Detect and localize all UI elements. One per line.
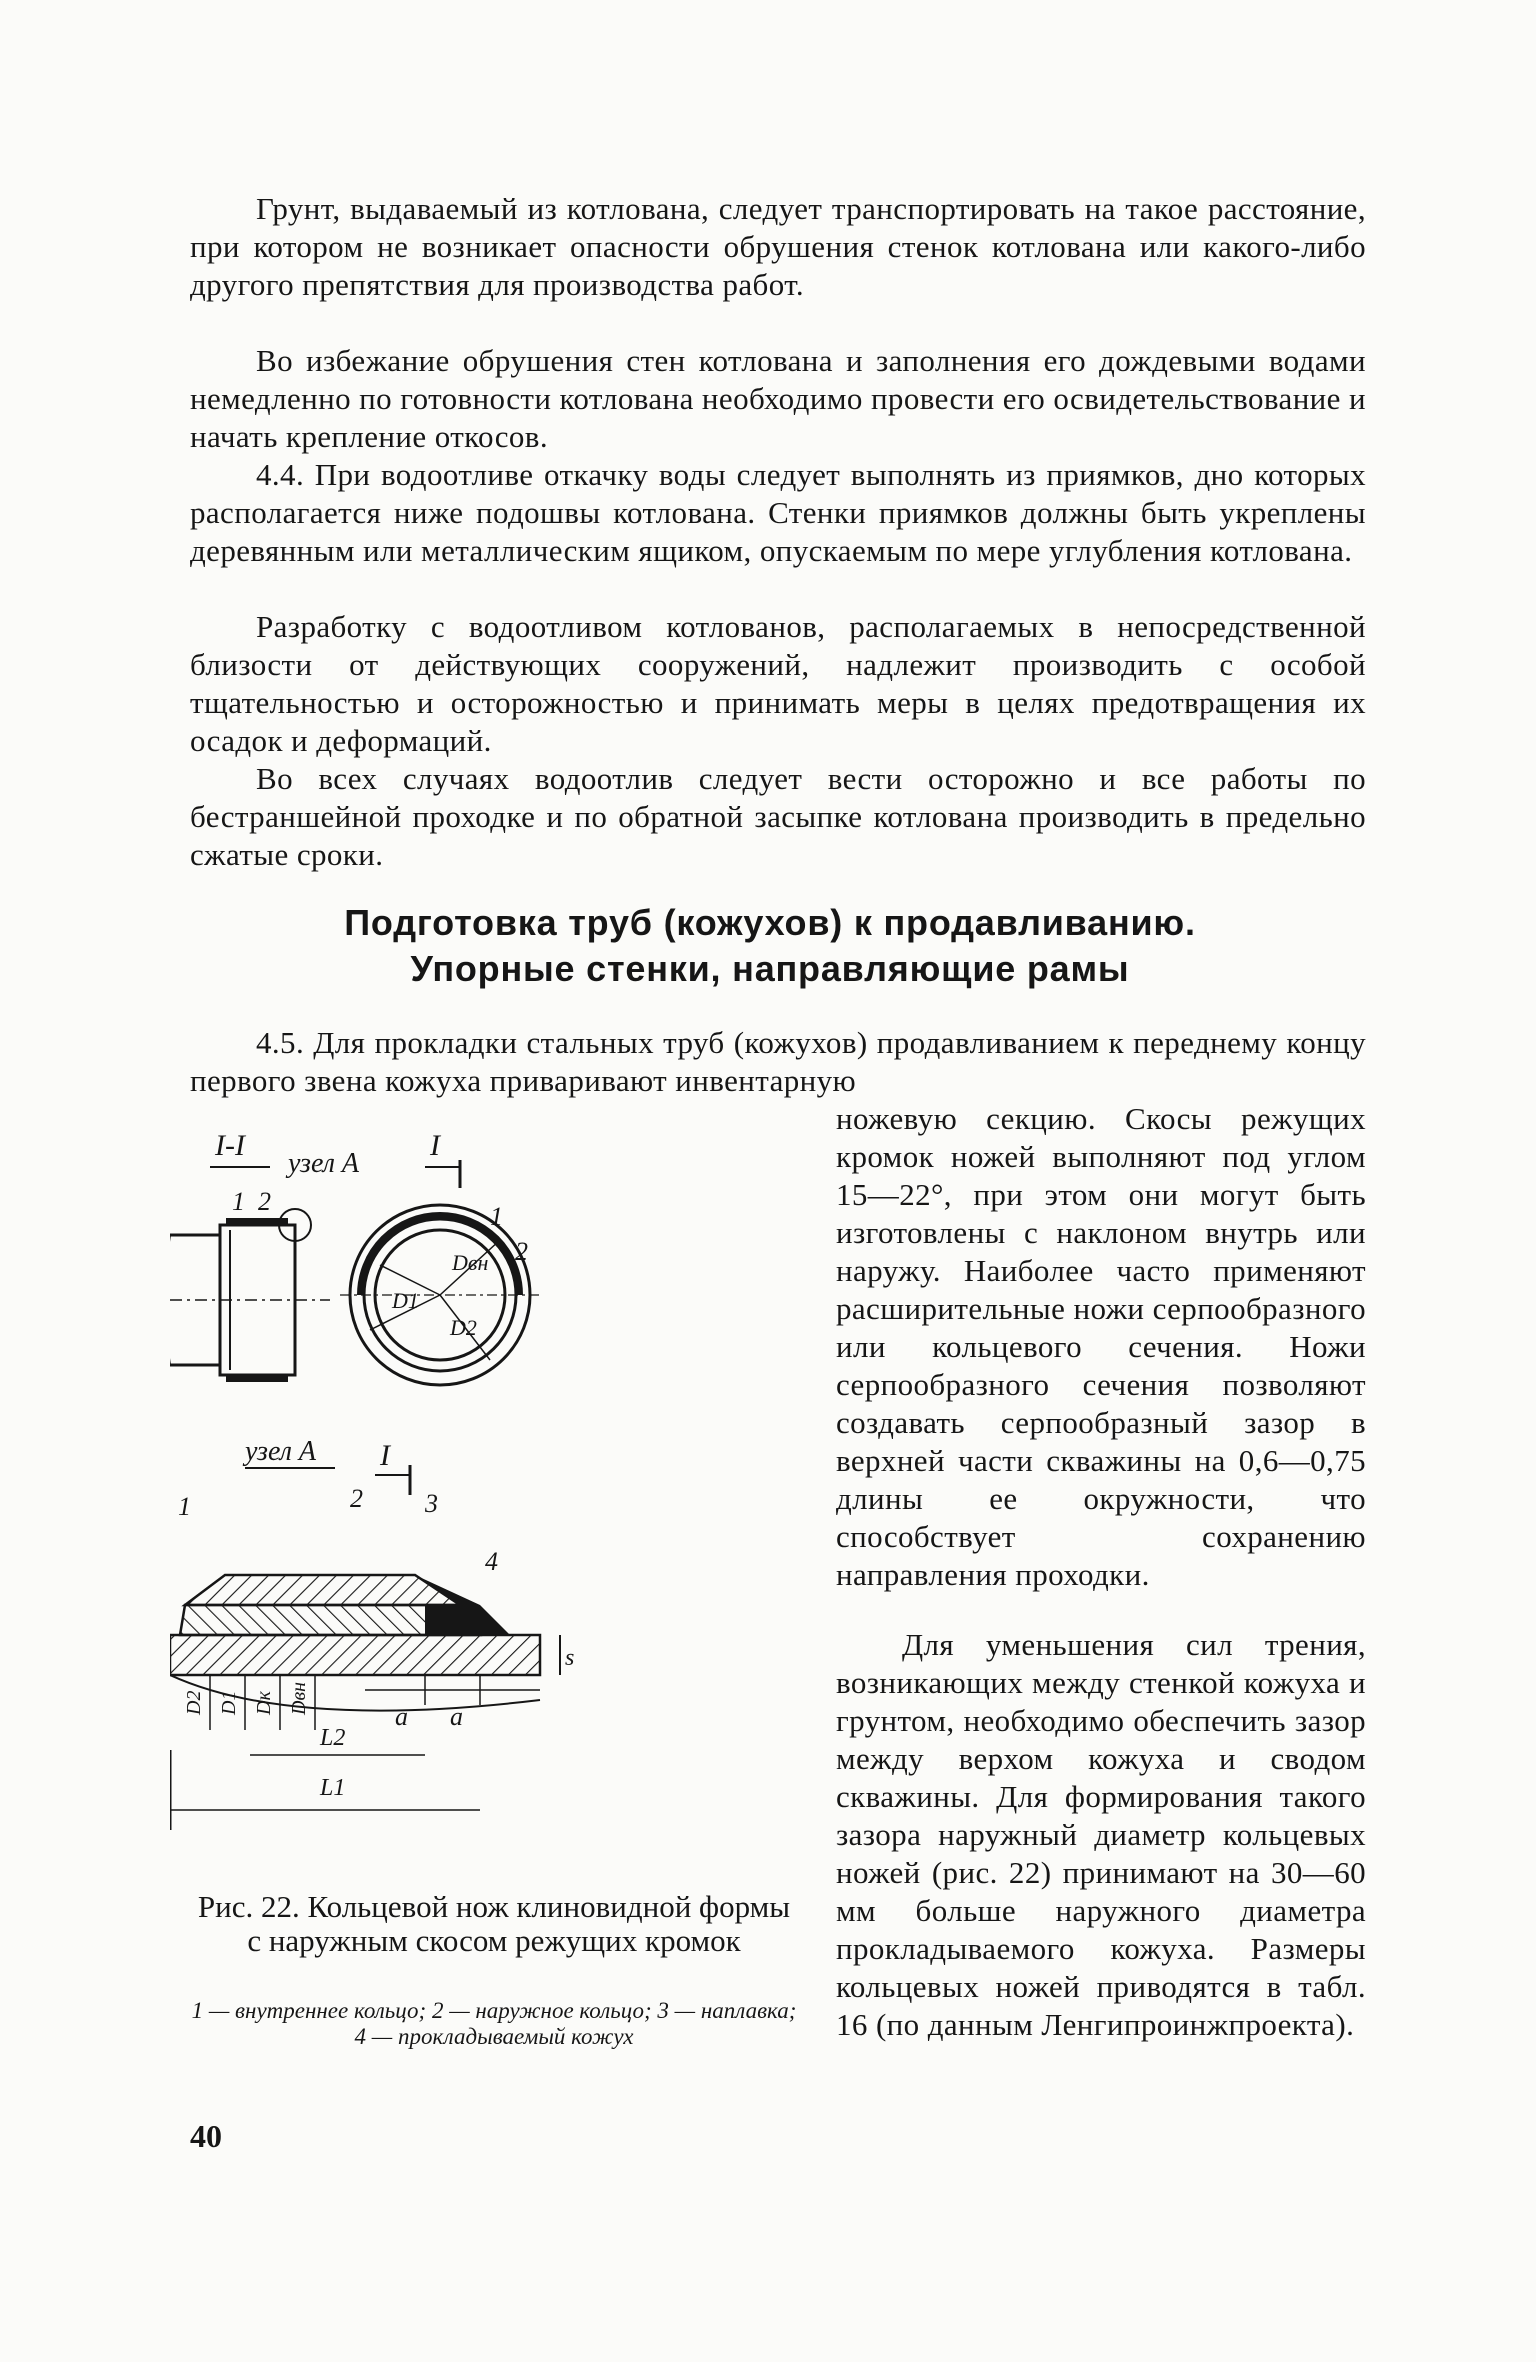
section-heading-line2: Упорные стенки, направляющие рамы <box>410 948 1130 989</box>
dim-a-right: a <box>450 1702 463 1731</box>
figure-22-caption: Рис. 22. Кольцевой нож клиновидной формы с наружным скосом режущих кромок <box>197 1889 791 1958</box>
paragraph-friction-gap: Для уменьшения сил трения, возникающих между стенкой кожуха и грунтом, необходимо обеспечить зазор между верхом кожуха и сводом скважины. Для формирования такого зазора наружный диаметр кольцевых ножей (рис. 22) принимают на 30—60 мм больше наружного диаметра прокладываемого кожуха. Размеры кольцевых ножей приводятся в табл. 16 (по данным Ленгипроинжпроекта). <box>836 1627 1366 2042</box>
callout-2-node: 2 <box>350 1484 363 1513</box>
page-number: 40 <box>190 2118 222 2154</box>
callout-1-cross: 1 <box>490 1202 503 1231</box>
dim-d1-cross: D1 <box>392 1288 419 1313</box>
section-heading-line1: Подготовка труб (кожухов) к продавливанию. <box>344 902 1196 943</box>
figure-22-drawing <box>170 1130 770 1840</box>
dim-dbn-node: Dвн <box>288 1681 310 1715</box>
pipe-side-view <box>170 1130 360 1382</box>
node-a-label-bottom: узел А <box>245 1436 317 1467</box>
callout-3-node: 3 <box>425 1489 438 1518</box>
figure-22-legend: 1 — внутреннее кольцо; 2 — наружное кольцо; 3 — наплавка; 4 — прокладываемый кожух <box>191 1998 797 2049</box>
section-label: I-I <box>215 1130 245 1162</box>
dim-dk-node: Dк <box>253 1691 275 1715</box>
paragraph-4-5-knives: ножевую секцию. Скосы режущих кромок ножей выполняют под углом 15—22°, при этом они могут быть изготовлены с наклоном внутрь или наружу. Наиболее часто применяют расширительные ножи серпообразного или кольцевого сечения. Ножи серпообразного сечения позволяют создавать серпообразный зазор в верхней части скважины на 0,6—0,75 длины ее окружности, что способствует сохранению направления проходки. <box>836 1101 1366 1592</box>
dim-s: s <box>565 1645 575 1671</box>
section-mark-top: I <box>430 1130 440 1162</box>
dim-d2-cross: D2 <box>450 1315 477 1340</box>
paragraph-4-5-lead: 4.5. Для прокладки стальных труб (кожухов) продавливанием к переднему концу первого звена кожуха приваривают инвентарную <box>190 1025 1366 1098</box>
callout-2-top: 2 <box>258 1187 271 1216</box>
callout-1-top: 1 <box>232 1187 245 1216</box>
section-mark-bottom: I <box>380 1439 390 1472</box>
dim-dbn-cross: Dвн <box>452 1250 489 1275</box>
dim-l1: L1 <box>320 1775 346 1801</box>
callout-1-node: 1 <box>178 1492 191 1521</box>
paragraph-soil-removal: Грунт, выдаваемый из котлована, следует транспортировать на такое расстояние, при котором не возникает опасности обрушения стенок котлована или какого-либо другого препятствия для производства работ. <box>190 191 1366 302</box>
dim-l2: L2 <box>320 1725 346 1751</box>
section-heading <box>200 900 1340 992</box>
callout-2-cross: 2 <box>515 1237 528 1266</box>
callout-4-node: 4 <box>485 1547 498 1576</box>
paragraph-nearby-structures: Разработку с водоотливом котлованов, располагаемых в непосредственной близости от действующих сооружений, надлежит производить с особой тщательностью и осторожностью и принимать меры в целях предотвращения их осадок и деформаций. <box>190 609 1366 758</box>
paragraph-4-4-dewatering: 4.4. При водоотливе откачку воды следует выполнять из приямков, дно которых располагается ниже подошвы котлована. Стенки приямков должны быть укреплены деревянным или металлическим ящиком, опускаемым по мере углубления котлована. <box>190 457 1366 568</box>
node-a-label-top: узел А <box>288 1148 360 1179</box>
dim-a-left: a <box>395 1702 408 1731</box>
paragraph-pit-inspection: Во избежание обрушения стен котлована и заполнения его дождевыми водами немедленно по готовности котлована необходимо провести его освидетельствование и начать крепление откосов. <box>190 343 1366 454</box>
paragraph-work-deadlines: Во всех случаях водоотлив следует вести осторожно и все работы по бестраншейной проходке и по обратной засыпке котлована производить в предельно сжатые сроки. <box>190 761 1366 872</box>
dim-d2-node: D2 <box>183 1690 205 1715</box>
pipe-cross-section <box>340 1130 540 1385</box>
node-a-detail <box>170 1436 574 1830</box>
dim-d1-node: D1 <box>218 1690 240 1715</box>
